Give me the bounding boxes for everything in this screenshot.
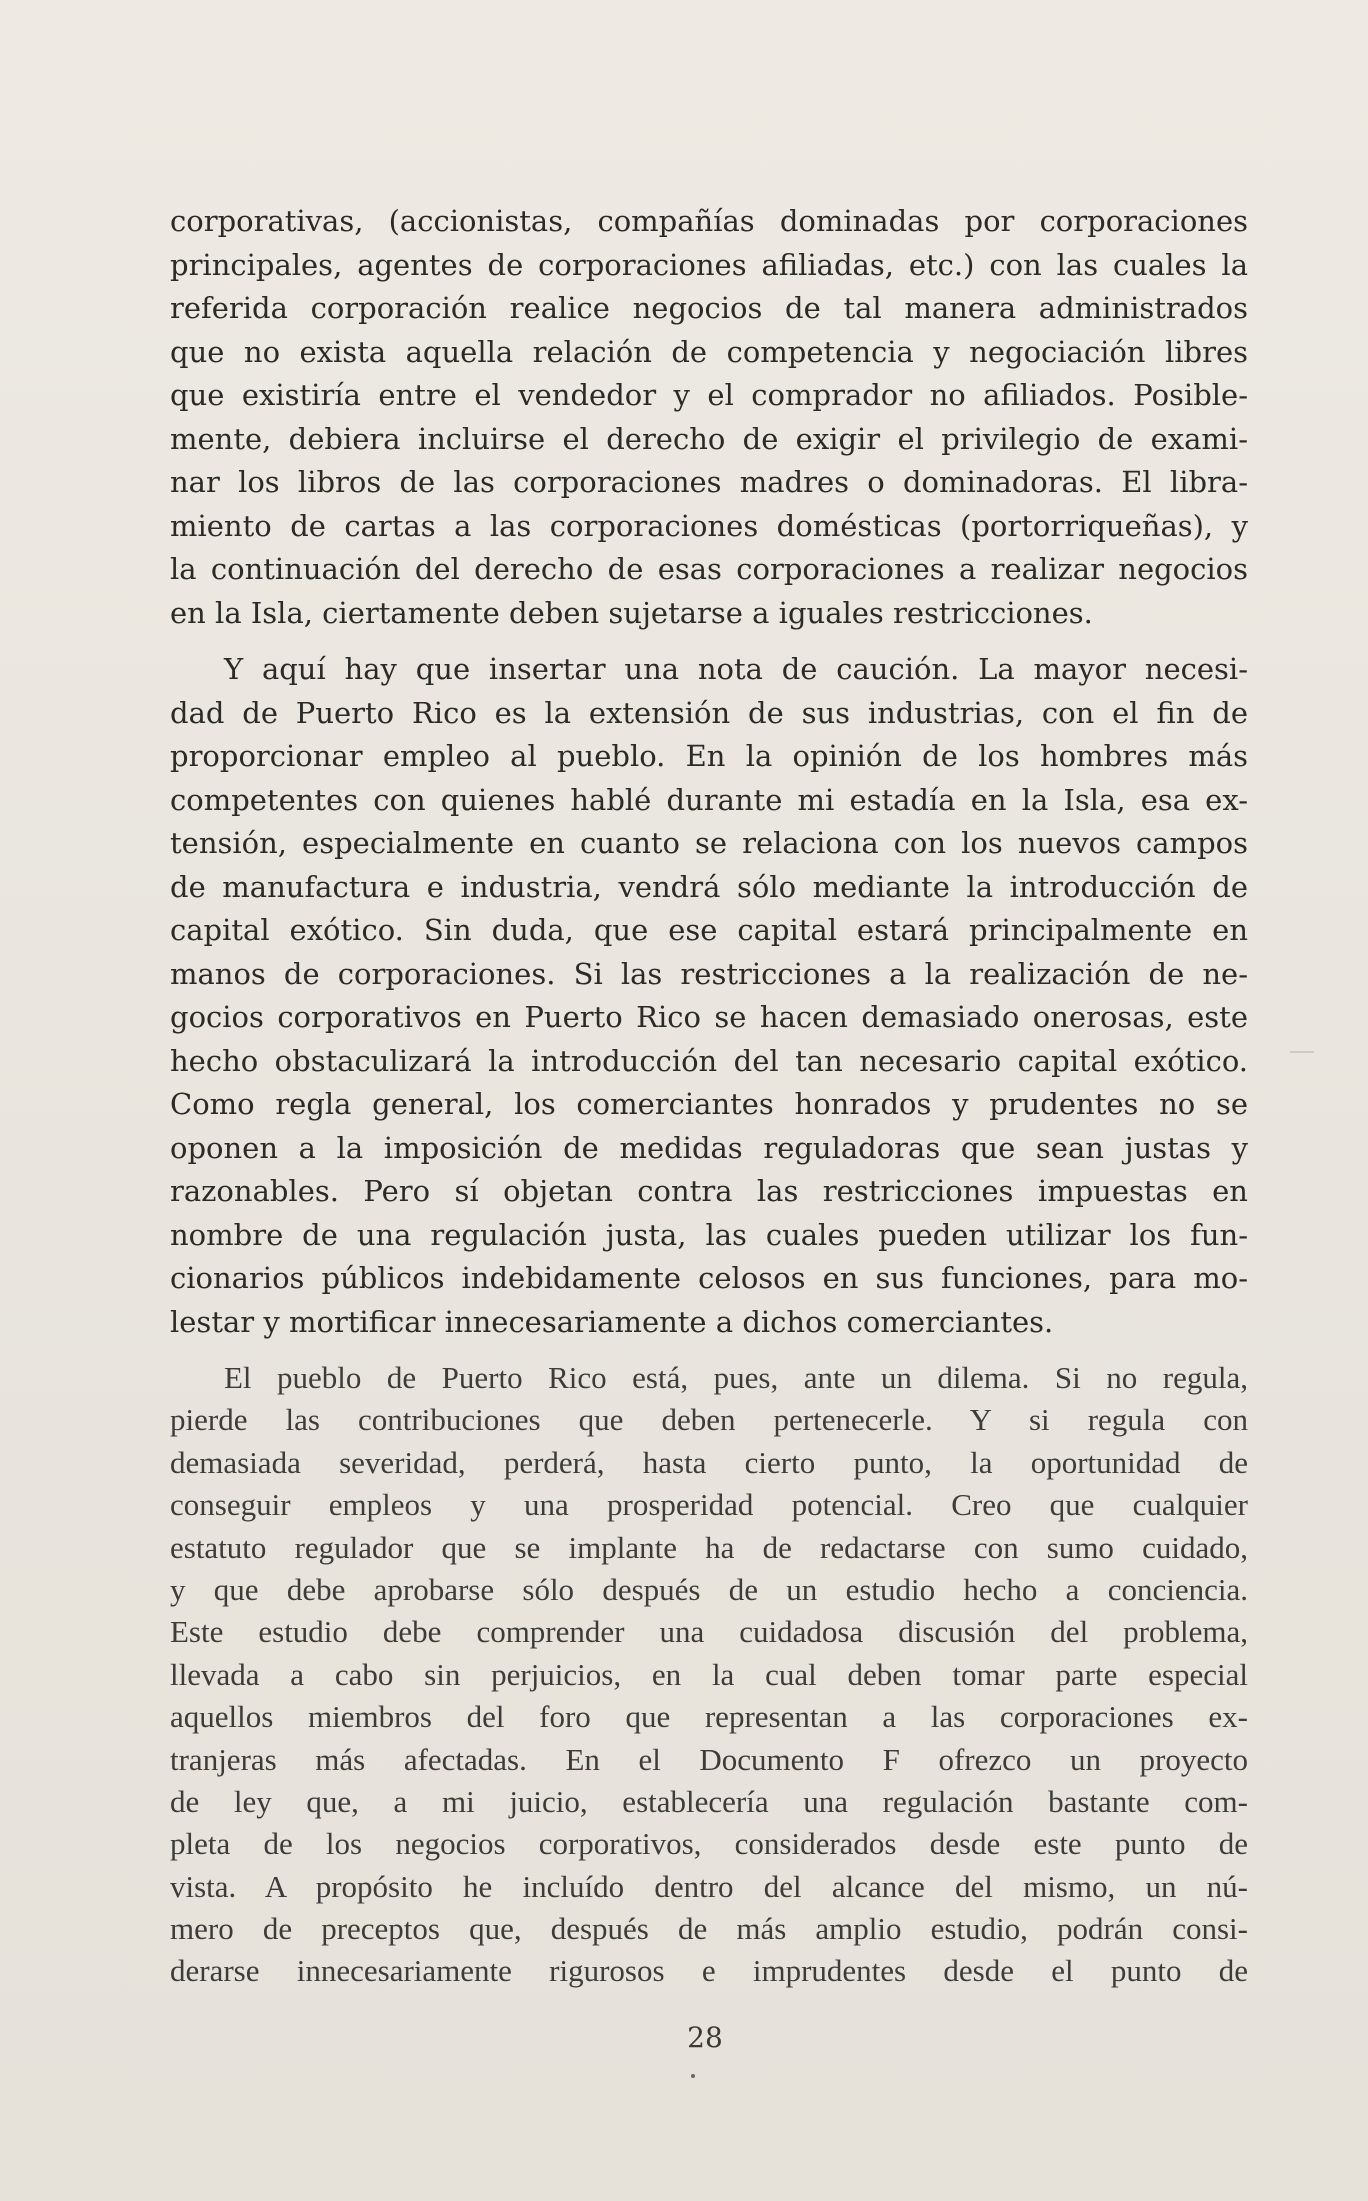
text-line: proporcionar empleo al pueblo. En la opinión de los hombres más bbox=[170, 739, 1248, 773]
text-line: llevada a cabo sin perjuicios, en la cual deben tomar parte especial bbox=[170, 1656, 1248, 1692]
text-line: referida corporación realice negocios de tal manera administrados bbox=[170, 291, 1248, 325]
ink-speck bbox=[691, 2074, 695, 2078]
text-line: y que debe aprobarse sólo después de un estudio hecho a conciencia. bbox=[170, 1571, 1248, 1607]
body-text bbox=[170, 200, 1248, 1993]
text-line: nombre de una regulación justa, las cuales pueden utilizar los fun- bbox=[170, 1217, 1248, 1252]
text-line: conseguir empleos y una prosperidad potencial. Creo que cualquier bbox=[170, 1487, 1248, 1523]
text-line: capital exótico. Sin duda, que ese capital estará principalmente en bbox=[170, 913, 1248, 947]
text-line: oponen a la imposición de medidas reguladoras que sean justas y bbox=[170, 1130, 1248, 1165]
text-line: tensión, especialmente en cuanto se relaciona con los nuevos campos bbox=[170, 826, 1248, 860]
text-line: lestar y mortificar innecesariamente a dichos comerciantes. bbox=[170, 1304, 1054, 1339]
text-line: en la Isla, ciertamente deben sujetarse a iguales restricciones. bbox=[170, 595, 1093, 630]
text-line: pleta de los negocios corporativos, considerados desde este punto de bbox=[170, 1826, 1248, 1862]
text-line: de manufactura e industria, vendrá sólo mediante la introducción de bbox=[170, 869, 1248, 904]
text-line: competentes con quienes hablé durante mi estadía en la Isla, esa ex- bbox=[170, 782, 1248, 817]
text-line: aquellos miembros del foro que representan a las corporaciones ex- bbox=[170, 1699, 1248, 1735]
text-line: que existiría entre el vendedor y el comprador no afiliados. Posible- bbox=[170, 378, 1248, 412]
text-line: mente, debiera incluirse el derecho de exigir el privilegio de exami- bbox=[170, 421, 1248, 456]
text-line: mero de preceptos que, después de más amplio estudio, podrán consi- bbox=[170, 1911, 1248, 1947]
text-line: Este estudio debe comprender una cuidadosa discusión del problema, bbox=[170, 1614, 1248, 1650]
text-line: la continuación del derecho de esas corporaciones a realizar negocios bbox=[170, 552, 1248, 586]
text-line: de ley que, a mi juicio, establecería una regulación bastante com- bbox=[170, 1783, 1248, 1819]
text-line: nar los libros de las corporaciones madres o dominadoras. El libra- bbox=[170, 465, 1248, 499]
text-line: gocios corporativos en Puerto Rico se hacen demasiado onerosas, este bbox=[170, 1000, 1248, 1034]
margin-mark bbox=[1290, 1051, 1314, 1053]
paragraph-2 bbox=[170, 648, 1248, 1344]
paragraph-3 bbox=[170, 1357, 1248, 1993]
text-line: miento de cartas a las corporaciones domésticas (portorriqueñas), y bbox=[170, 508, 1248, 543]
text-line: estatuto regulador que se implante ha de redactarse con sumo cuidado, bbox=[170, 1529, 1248, 1565]
text-line: corporativas, (accionistas, compañías dominadas por corporaciones bbox=[170, 204, 1248, 238]
text-line: manos de corporaciones. Si las restricciones a la realización de ne- bbox=[170, 956, 1248, 991]
text-line: Como regla general, los comerciantes honrados y prudentes no se bbox=[170, 1087, 1248, 1121]
text-line: razonables. Pero sí objetan contra las restricciones impuestas en bbox=[170, 1174, 1248, 1208]
text-line: Y aquí hay que insertar una nota de caución. La mayor necesi- bbox=[224, 652, 1248, 686]
text-line: que no exista aquella relación de competencia y negociación libres bbox=[170, 334, 1248, 369]
text-line: dad de Puerto Rico es la extensión de sus industrias, con el fin de bbox=[170, 695, 1248, 730]
page-number: 28 bbox=[687, 2021, 723, 2054]
text-line: tranjeras más afectadas. En el Documento F ofrezco un proyecto bbox=[170, 1741, 1248, 1777]
text-line: vista. A propósito he incluído dentro del alcance del mismo, un nú- bbox=[170, 1868, 1248, 1904]
paragraph-1 bbox=[170, 200, 1248, 635]
text-line: demasiada severidad, perderá, hasta cierto punto, la oportunidad de bbox=[170, 1444, 1248, 1480]
text-line: El pueblo de Puerto Rico está, pues, ante un dilema. Si no regula, bbox=[224, 1360, 1248, 1395]
text-line: derarse innecesariamente rigurosos e imprudentes desde el punto de bbox=[170, 1953, 1248, 1989]
text-line: pierde las contribuciones que deben pertenecerle. Y si regula con bbox=[170, 1402, 1248, 1438]
text-line: hecho obstaculizará la introducción del tan necesario capital exótico. bbox=[170, 1043, 1248, 1078]
text-line: principales, agentes de corporaciones afiliadas, etc.) con las cuales la bbox=[170, 247, 1248, 282]
text-line: cionarios públicos indebidamente celosos en sus funciones, para mo- bbox=[170, 1261, 1248, 1295]
